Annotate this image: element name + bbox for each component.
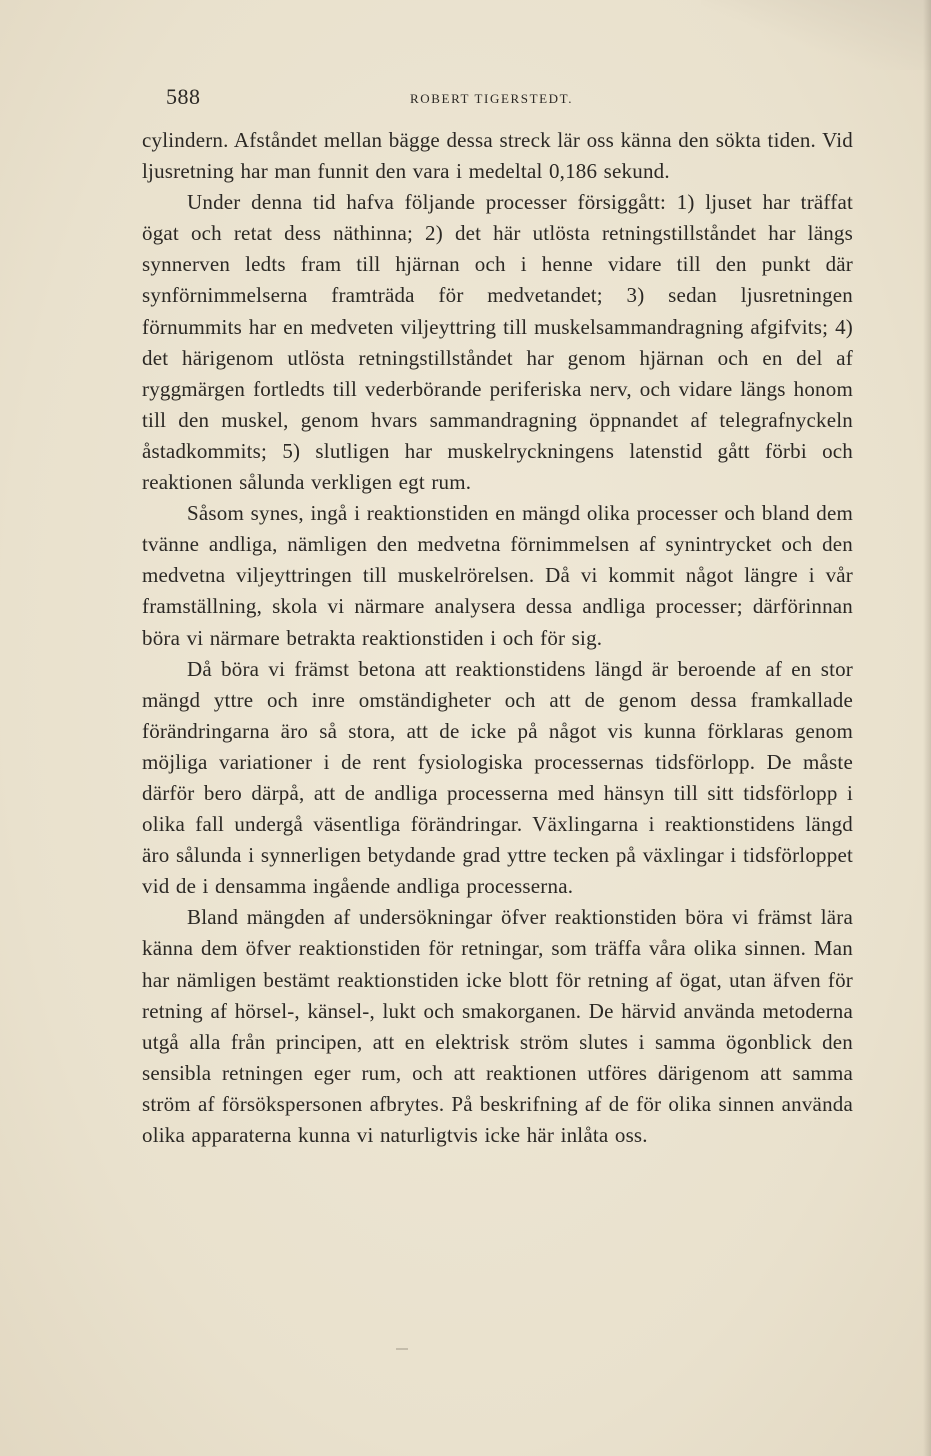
- paragraph: Såsom synes, ingå i reaktionstiden en mängd olika processer och bland dem tvänne andliga, nämligen den medvetna förnimmelsen af synintrycket och den medvetna viljeyttringen till muskelrörelsen. Då vi kommit något längre i vår framställning, skola vi närmare analysera dessa andliga processer; därförinnan böra vi närmare betrakta reaktionstiden i och för sig.: [142, 501, 853, 650]
- page-number: 588: [166, 84, 201, 109]
- footer-mark: [396, 1348, 408, 1350]
- page-corner-shadow: [701, 0, 931, 70]
- running-head: ROBERT TIGERSTEDT.: [410, 91, 574, 106]
- paragraph: Under denna tid hafva följande processer försiggått: 1) ljuset har träffat ögat och retat dess näthinna; 2) det här utlösta retningstillståndet har längs synnerven ledts fram till hjärnan och i henne vidare till den punkt där synförnimmelserna framträda för medvetandet; 3) sedan ljusretningen förnummits har en medveten viljeyttring till muskelsammandragning afgifvits; 4) det härigenom utlösta retningstillståndet har genom hjärnan och en del af ryggmärgen fortledts till vederbörande periferiska nerv, och vidare längs honom till den muskel, genom hvars sammandragning öppnandet af telegrafnyckeln åstadkommits; 5) slutligen har muskelryckningens latenstid gått förbi och reaktionen sålunda verkligen egt rum.: [142, 190, 853, 495]
- paragraph: Bland mängden af undersökningar öfver reaktionstiden böra vi främst lära känna dem öfver reaktionstiden för retningar, som träffa våra olika sinnen. Man har nämligen bestämt reaktionstiden icke blott för retning af ögat, utan äfven för retning af hörsel-, känsel-, lukt och smakorganen. De härvid använda metoderna utgå alla från principen, att en elektrisk ström slutes i samma ögonblick den sensibla retningen eger rum, och att reaktionen utföres därigenom att samma ström af försökspersonen afbrytes. På beskrifning af de för olika sinnen använda olika apparaterna kunna vi naturligtvis icke här inlåta oss.: [142, 905, 853, 1147]
- paragraph-continuation: cylindern. Afståndet mellan bägge dessa streck lär oss känna den sökta tiden. Vid ljusretning har man funnit den vara i medeltal 0,186 sekund.: [142, 128, 853, 184]
- body-text: [142, 125, 853, 1151]
- page-header: [166, 82, 866, 114]
- paragraph: Då böra vi främst betona att reaktionstidens längd är beroende af en stor mängd yttre och inre omständigheter och att de genom dessa framkallade förändringarna äro så stora, att de icke på något vis kunna förklaras genom möjliga variationer i de rent fysiologiska processernas tidsförlopp. De måste därför bero därpå, att de andliga processerna med hänsyn till sitt tidsförlopp i olika fall undergå väsentliga förändringar. Växlingarna i reaktionstidens längd äro sålunda i synnerligen betydande grad yttre tecken på växlingar i tidsförloppet vid de i densamma ingående andliga processerna.: [142, 656, 853, 899]
- page-edge-shadow: [923, 0, 931, 1456]
